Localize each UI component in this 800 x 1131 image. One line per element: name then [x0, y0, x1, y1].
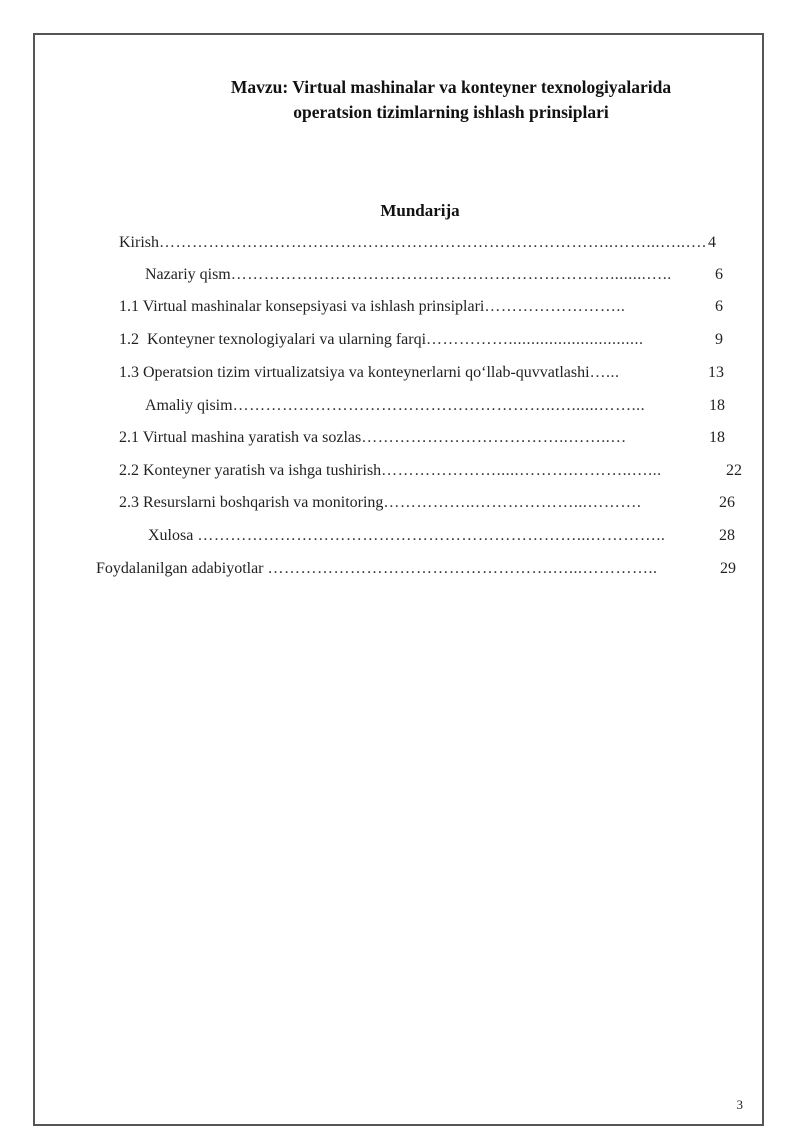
toc-entry-label: 2.2 Konteyner yaratish va ishga tushirish	[119, 462, 382, 479]
toc-entry-page: 9	[715, 331, 723, 348]
toc-entry-leader: ……………………..	[484, 298, 626, 315]
toc-entry-xulosa[interactable]	[148, 527, 735, 545]
toc-entry-foydalanilgan-adabiyotlar[interactable]	[96, 560, 736, 578]
toc-entry-nazariy-qism[interactable]	[145, 266, 723, 284]
toc-entry-page: 4	[708, 234, 716, 251]
toc-entry-1-2[interactable]	[119, 331, 723, 349]
toc-entry-page: 6	[715, 298, 723, 315]
toc-entry-page: 29	[720, 560, 736, 577]
toc-entry-label: Nazariy qism	[145, 266, 231, 283]
toc-entry-page: 28	[719, 527, 735, 544]
toc-entry-leader: ………………….....……….………..…...	[381, 462, 662, 479]
toc-entry-leader: …...	[589, 364, 620, 381]
toc-entry-label: 1.1 Virtual mashinalar konsepsiyasi va ishlash prinsiplari	[119, 298, 485, 315]
toc-heading: Mundarija	[380, 201, 460, 220]
toc-entry-2-2[interactable]	[119, 462, 742, 480]
toc-entry-page: 6	[715, 266, 723, 283]
toc-entry-page: 26	[719, 494, 735, 511]
toc-entry-kirish[interactable]	[119, 234, 716, 252]
toc-entry-leader: ……………………………………………………………........…..	[230, 266, 672, 283]
toc-entry-2-3[interactable]	[119, 494, 735, 512]
toc-entry-label: Kirish	[119, 234, 159, 251]
toc-entry-label: 2.1 Virtual mashina yaratish va sozlas	[119, 429, 362, 446]
toc-entry-1-1[interactable]	[119, 298, 723, 316]
toc-entry-1-3[interactable]	[119, 364, 724, 382]
toc-entry-leader: ………………………………..……..…	[361, 429, 627, 446]
document-title-line-1: Mavzu: Virtual mashinalar va konteyner texnologiyalarida	[230, 77, 672, 97]
toc-entry-page: 18	[709, 397, 725, 414]
toc-entry-page: 22	[726, 462, 742, 479]
toc-entry-2-1[interactable]	[119, 429, 725, 447]
page-number: 3	[736, 1097, 743, 1112]
toc-entry-label: Xulosa	[148, 527, 198, 544]
toc-entry-leader: ………………………………………………………………………..……...…..….	[159, 234, 707, 251]
toc-entry-leader: ……………..………………...……….	[383, 494, 642, 511]
toc-entry-amaliy-qisim[interactable]	[145, 397, 725, 415]
toc-entry-leader: ……………..............................	[426, 331, 644, 348]
toc-entry-page: 18	[709, 429, 725, 446]
document-title-line-2: operatsion tizimlarning ishlash prinsiplari	[293, 102, 609, 122]
toc-entry-label: 2.3 Resurslarni boshqarish va monitoring	[119, 494, 384, 511]
toc-entry-label: Amaliy qisim	[145, 397, 233, 414]
page-border	[33, 33, 764, 1126]
toc-entry-leader: …………………………………………………..…......……...	[232, 397, 646, 414]
toc-entry-leader: …………………………………………….…...…………..	[267, 560, 658, 577]
toc-entry-label: Foydalanilgan adabiyotlar	[96, 560, 268, 577]
toc-entry-label: 1.2 Konteyner texnologiyalari va ularning farqi	[119, 331, 427, 348]
toc-entry-label: 1.3 Operatsion tizim virtualizatsiya va konteynerlarni qo‘llab-quvvatlashi	[119, 364, 590, 381]
toc-entry-leader: ……………………………………………………………...…………..	[197, 527, 666, 544]
toc-entry-page: 13	[708, 364, 724, 381]
